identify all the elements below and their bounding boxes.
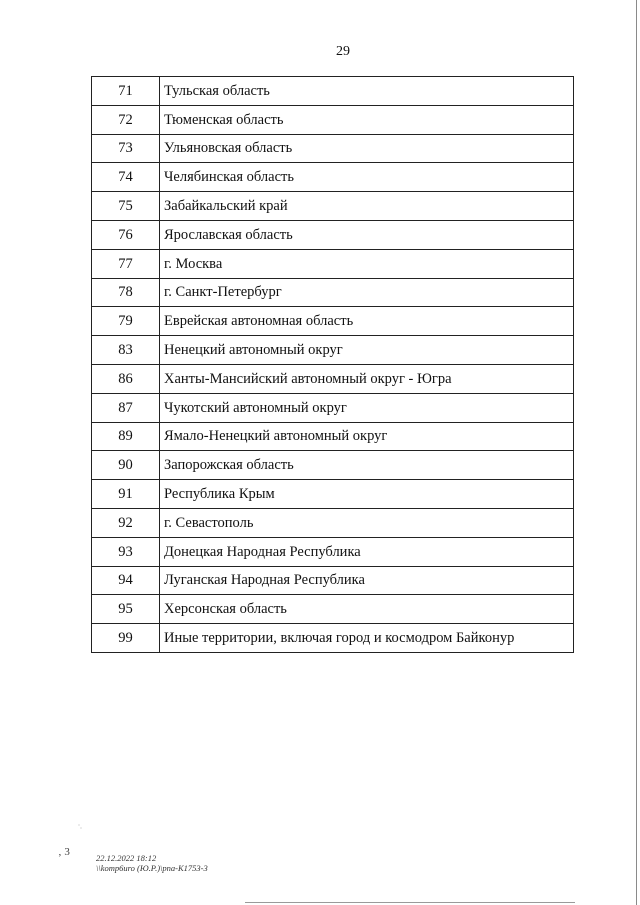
region-code: 73 [92,134,160,163]
region-name: Чукотский автономный округ [160,393,574,422]
region-code: 99 [92,624,160,653]
region-code: 93 [92,537,160,566]
region-code: 87 [92,393,160,422]
region-name: г. Москва [160,249,574,278]
region-name: Ульяновская область [160,134,574,163]
stamp-file-path: \\komp6uro (Ю.Р.)\pna-К1753-3 [96,863,208,873]
region-code: 86 [92,364,160,393]
region-code: 72 [92,105,160,134]
region-code: 90 [92,451,160,480]
table-row [92,134,574,163]
table-row [92,595,574,624]
region-name: Ямало-Ненецкий автономный округ [160,422,574,451]
region-code: 94 [92,566,160,595]
region-code: 83 [92,336,160,365]
table-row [92,278,574,307]
region-name: Челябинская область [160,163,574,192]
table-row [92,220,574,249]
region-code: 89 [92,422,160,451]
region-code: 76 [92,220,160,249]
region-code: 74 [92,163,160,192]
table-row [92,566,574,595]
table-row [92,480,574,509]
region-code: 77 [92,249,160,278]
region-name: Еврейская автономная область [160,307,574,336]
handwritten-mark: ‚ 3 [58,846,70,858]
region-name: Херсонская область [160,595,574,624]
table-row [92,451,574,480]
table-row [92,163,574,192]
stamp-timestamp: 22.12.2022 18:12 [96,853,157,863]
region-code: 92 [92,508,160,537]
table-row [92,249,574,278]
table-row [92,105,574,134]
region-name: Запорожская область [160,451,574,480]
region-code: 78 [92,278,160,307]
region-code: 75 [92,192,160,221]
region-code: 91 [92,480,160,509]
region-name: Республика Крым [160,480,574,509]
regions-table-body [92,77,574,653]
table-row [92,192,574,221]
region-name: Ненецкий автономный округ [160,336,574,365]
scan-speck [78,824,82,830]
region-name: Забайкальский край [160,192,574,221]
table-row [92,307,574,336]
table-row [92,336,574,365]
region-name: Иные территории, включая город и космодром Байконур [160,624,574,653]
region-name: Тульская область [160,77,574,106]
table-row [92,364,574,393]
table-row [92,624,574,653]
page-number: 29 [336,44,350,59]
region-name: Тюменская область [160,105,574,134]
table-row [92,393,574,422]
region-code: 95 [92,595,160,624]
scan-bottom-edge [245,902,575,903]
region-name: Донецкая Народная Республика [160,537,574,566]
table-row [92,422,574,451]
region-code: 71 [92,77,160,106]
regions-table [91,76,574,653]
region-code: 79 [92,307,160,336]
table-row [92,77,574,106]
document-stamp [96,853,208,873]
page-edge [636,0,637,905]
region-name: Ярославская область [160,220,574,249]
table-row [92,537,574,566]
region-name: г. Санкт-Петербург [160,278,574,307]
region-name: Луганская Народная Республика [160,566,574,595]
region-name: г. Севастополь [160,508,574,537]
region-name: Ханты-Мансийский автономный округ - Югра [160,364,574,393]
table-row [92,508,574,537]
